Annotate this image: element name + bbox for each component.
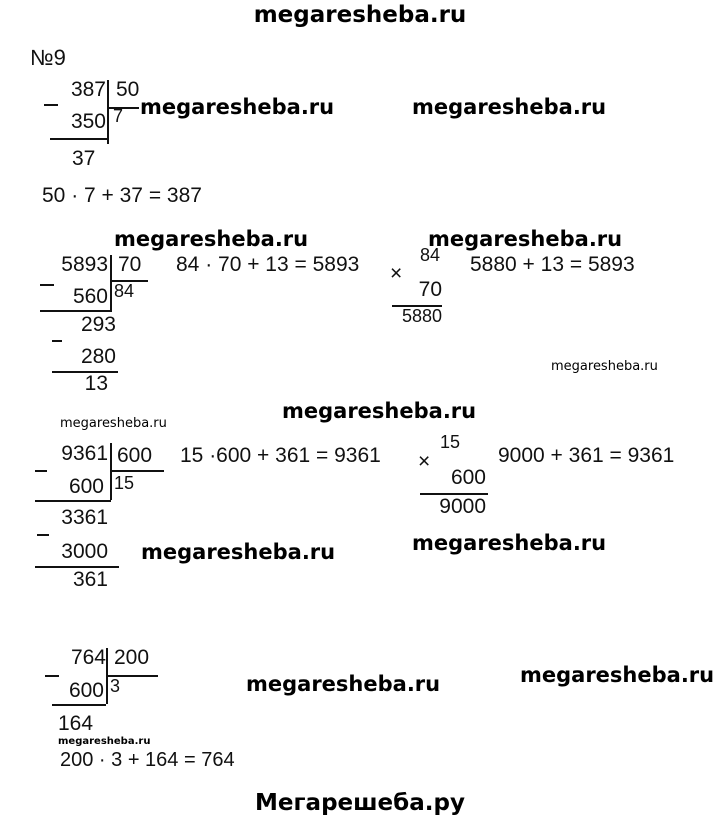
partial-dividend: 3361 [61,506,108,529]
partial-dividend: 293 [80,313,116,336]
result-line [50,138,108,140]
subtrahend: 600 [68,679,104,702]
multiply-sign: × [418,450,431,473]
quotient: 7 [113,106,124,126]
division-bar [110,255,112,312]
check-equation: 15 ·600 + 361 = 9361 [180,444,381,467]
minus-sign [52,340,62,342]
watermark: megaresheba.ru [141,540,336,564]
sum-check: 9000 + 361 = 9361 [498,444,675,467]
mult-result: 5880 [401,306,442,326]
remainder: 13 [84,372,108,395]
sum-check: 5880 + 13 = 5893 [470,253,635,276]
subtrahend: 350 [70,110,106,133]
divisor: 70 [118,253,142,276]
dividend: 387 [70,78,106,101]
subtrahend-2: 280 [80,345,116,368]
quotient: 15 [114,473,135,493]
site-header: megaresheba.ru [253,2,467,28]
division-bar [107,80,109,144]
result-line-1 [40,310,112,312]
watermark: megaresheba.ru [412,531,607,555]
check-equation: 50 · 7 + 37 = 387 [42,184,202,207]
minus-sign [45,675,59,677]
multiply-sign: × [390,262,403,285]
watermark: megaresheba.ru [520,663,715,687]
watermark: megaresheba.ru [246,672,441,696]
site-footer: Мегарешеба.ру [255,790,465,816]
subtrahend-1: 600 [68,475,104,498]
dividend: 764 [70,646,106,669]
divisor: 600 [117,444,153,467]
subtrahend-1: 560 [72,285,108,308]
watermark: megaresheba.ru [551,359,658,374]
watermark: megaresheba.ru [282,399,477,423]
remainder: 164 [58,712,94,735]
watermark: megaresheba.ru [114,227,309,251]
mult-result: 9000 [439,495,486,518]
check-equation: 200 · 3 + 164 = 764 [60,749,235,771]
minus-sign [35,470,47,472]
minus-sign [44,104,58,106]
divisor: 200 [114,646,150,669]
divisor: 50 [116,78,140,101]
subtrahend-2: 3000 [61,540,108,563]
problem-number: №9 [30,45,66,70]
watermark: megaresheba.ru [412,95,607,119]
remainder: 37 [72,147,96,170]
mult-factor-2: 70 [418,278,442,301]
quotient: 84 [114,281,135,301]
mult-factor-1: 15 [440,432,461,452]
minus-sign [37,534,49,536]
watermark: megaresheba.ru [140,95,335,119]
watermark: megaresheba.ru [428,227,623,251]
watermark: megaresheba.ru [58,736,151,747]
watermark: megaresheba.ru [60,416,167,431]
quotient: 3 [110,676,121,696]
check-equation: 84 · 70 + 13 = 5893 [176,253,360,276]
mult-factor-2: 600 [450,466,486,489]
result-line-1 [35,500,111,502]
quotient-line [112,470,164,472]
mult-factor-1: 84 [420,245,441,265]
dividend: 5893 [61,253,108,276]
remainder: 361 [72,568,108,591]
dividend: 9361 [61,442,108,465]
result-line [52,704,106,706]
